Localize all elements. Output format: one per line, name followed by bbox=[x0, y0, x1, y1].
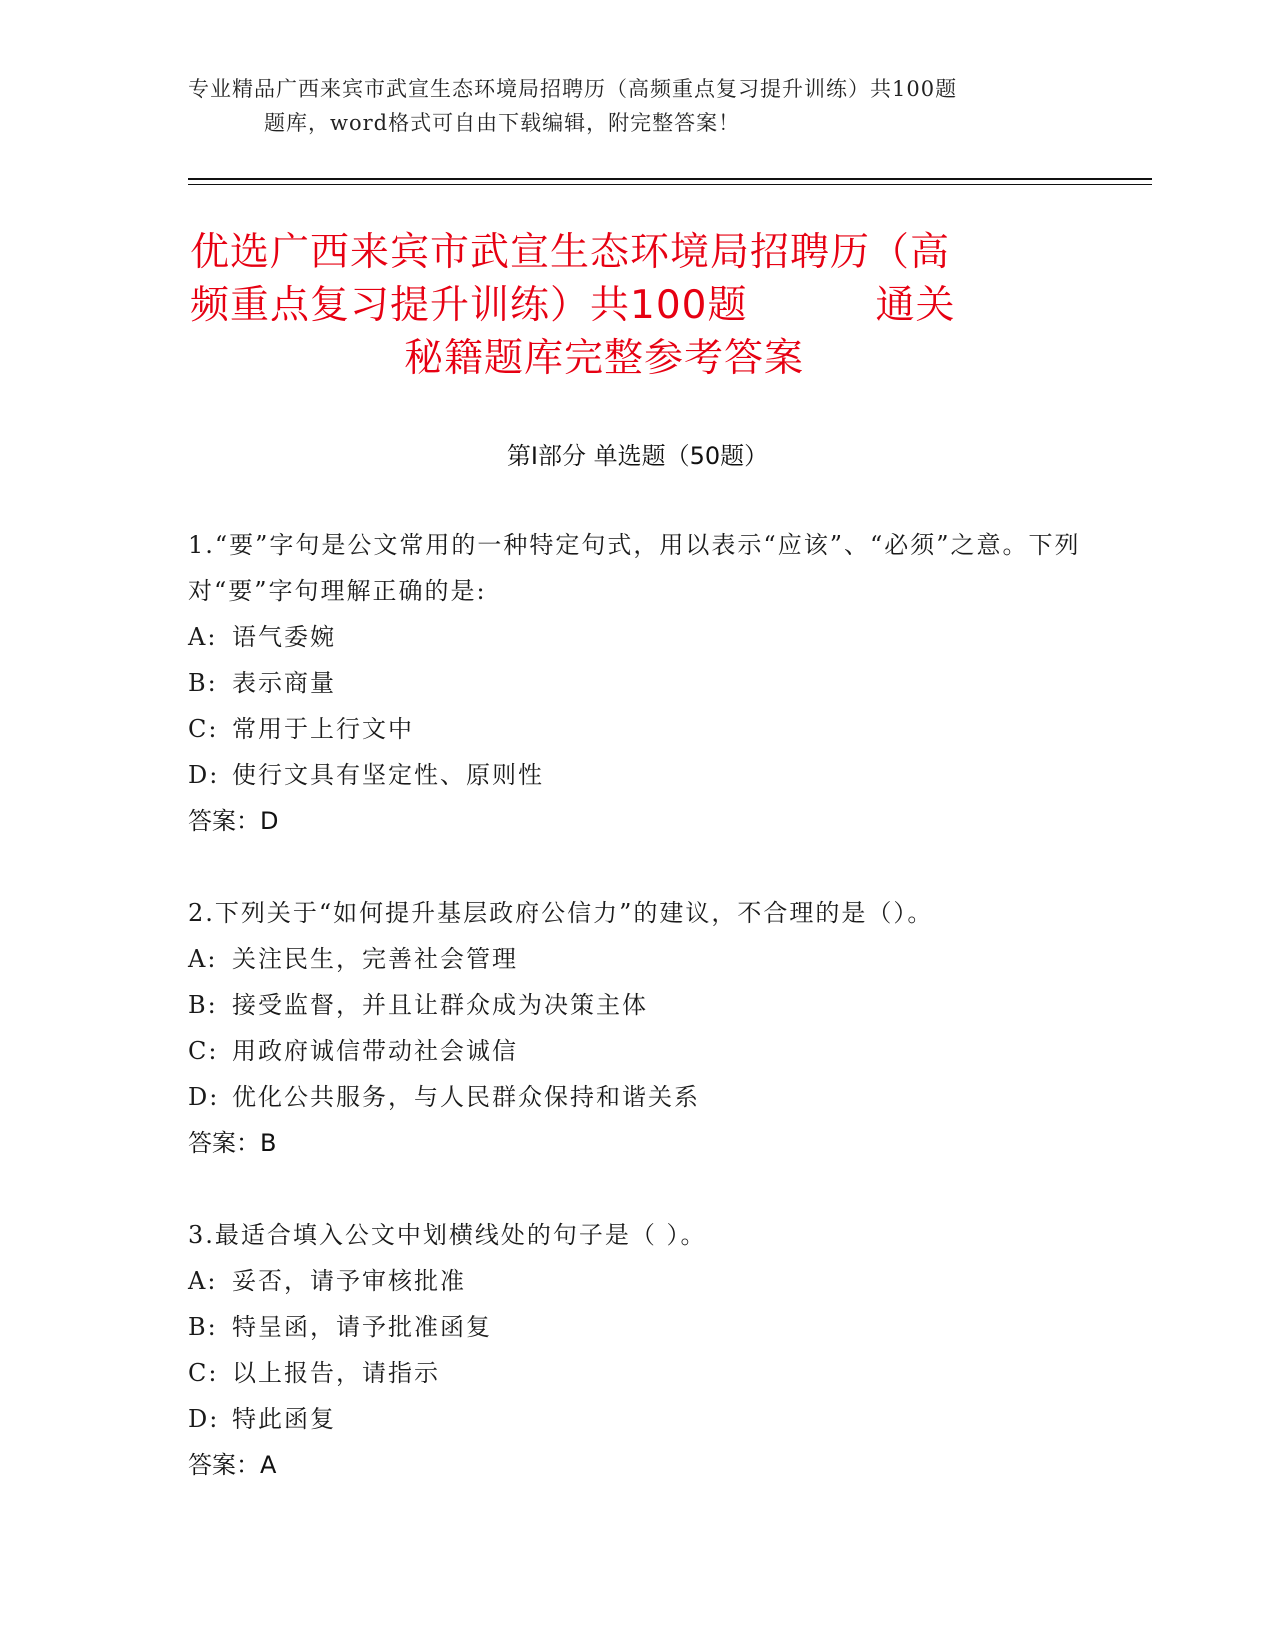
title-line1: 优选广西来宾市武宣生态环境局招聘历（高 bbox=[190, 230, 951, 275]
option-text: 使行文具有坚定性、原则性 bbox=[232, 761, 544, 789]
answer: 答案：B bbox=[188, 1129, 277, 1157]
option-text: 语气委婉 bbox=[232, 623, 336, 651]
option-text: 以上报告，请指示 bbox=[232, 1359, 440, 1387]
header-note-line2: 题库，word格式可自由下载编辑，附完整答案！ bbox=[264, 111, 741, 135]
header-note bbox=[188, 72, 1088, 140]
option-key: B: bbox=[188, 669, 218, 697]
option-key: C: bbox=[188, 1037, 219, 1065]
option-text: 关注民生，完善社会管理 bbox=[232, 945, 518, 973]
option-key: D: bbox=[188, 761, 220, 789]
question-list bbox=[188, 522, 1088, 1534]
option-key: A: bbox=[188, 945, 218, 973]
option-d bbox=[188, 1074, 1088, 1120]
option-key: A: bbox=[188, 1267, 218, 1295]
option-text: 妥否，请予审核批准 bbox=[232, 1267, 466, 1295]
header-divider-thin bbox=[188, 184, 1152, 185]
option-text: 特呈函，请予批准函复 bbox=[232, 1313, 492, 1341]
option-b bbox=[188, 660, 1088, 706]
title-line2-a: 频重点复习提升训练）共100题 bbox=[190, 283, 748, 328]
option-c bbox=[188, 1350, 1088, 1396]
option-c bbox=[188, 1028, 1088, 1074]
option-key: C: bbox=[188, 715, 219, 743]
question-1 bbox=[188, 522, 1088, 844]
option-b bbox=[188, 1304, 1088, 1350]
answer: 答案：A bbox=[188, 1451, 277, 1479]
option-text: 接受监督，并且让群众成为决策主体 bbox=[232, 991, 648, 1019]
option-d bbox=[188, 1396, 1088, 1442]
option-a bbox=[188, 614, 1088, 660]
option-text: 特此函复 bbox=[232, 1405, 336, 1433]
question-2 bbox=[188, 890, 1088, 1166]
section-title: 第Ⅰ部分 单选题（50题） bbox=[506, 442, 769, 470]
option-text: 表示商量 bbox=[232, 669, 336, 697]
title-line3: 秘籍题库完整参考答案 bbox=[404, 336, 805, 381]
option-text: 用政府诚信带动社会诚信 bbox=[232, 1037, 518, 1065]
document-title bbox=[190, 226, 1090, 385]
option-c bbox=[188, 706, 1088, 752]
option-a bbox=[188, 936, 1088, 982]
option-key: B: bbox=[188, 1313, 218, 1341]
question-stem: 3.最适合填入公文中划横线处的句子是（ ）。 bbox=[188, 1221, 707, 1249]
option-d bbox=[188, 752, 1088, 798]
question-3 bbox=[188, 1212, 1088, 1488]
title-line2-b: 通关 bbox=[875, 283, 956, 328]
option-a bbox=[188, 1258, 1088, 1304]
option-key: B: bbox=[188, 991, 218, 1019]
answer: 答案：D bbox=[188, 807, 279, 835]
option-key: A: bbox=[188, 623, 218, 651]
option-text: 优化公共服务，与人民群众保持和谐关系 bbox=[232, 1083, 700, 1111]
header-note-line1: 专业精品广西来宾市武宣生态环境局招聘历（高频重点复习提升训练）共100题 bbox=[188, 77, 958, 101]
question-stem: 1.“要”字句是公文常用的一种特定句式，用以表示“应该”、“必须”之意。下列对“要”字句理解正确的是: bbox=[188, 531, 1081, 605]
question-stem: 2.下列关于“如何提升基层政府公信力”的建议，不合理的是（）。 bbox=[188, 899, 934, 927]
title-line2 bbox=[190, 279, 1090, 332]
option-b bbox=[188, 982, 1088, 1028]
option-key: D: bbox=[188, 1083, 220, 1111]
option-key: C: bbox=[188, 1359, 219, 1387]
option-key: D: bbox=[188, 1405, 220, 1433]
option-text: 常用于上行文中 bbox=[232, 715, 414, 743]
header-divider-thick bbox=[188, 178, 1152, 180]
